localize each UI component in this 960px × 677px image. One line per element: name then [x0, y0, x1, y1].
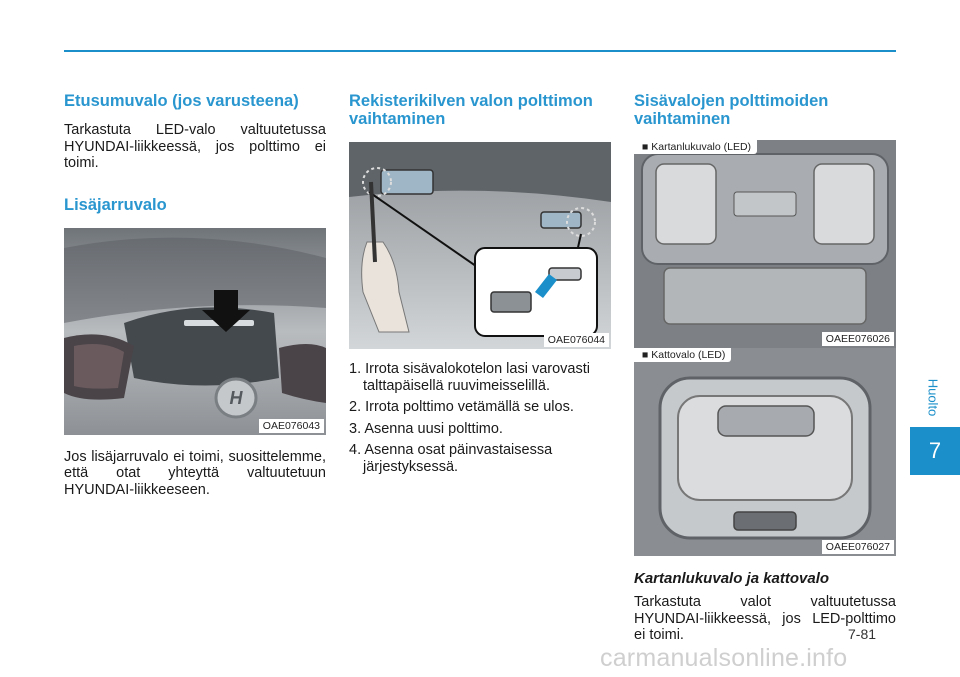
chapter-name: Huolto — [925, 378, 941, 417]
figure-tag: ■ Kartanlukuvalo (LED) — [634, 140, 757, 154]
column-1 — [64, 92, 326, 498]
column-2 — [349, 92, 611, 480]
figure-brake-light — [64, 228, 326, 435]
chapter-tab-label — [918, 376, 948, 426]
rear-car-illustration — [64, 228, 326, 435]
step-4: 4. Asenna osat päinvastaisessa järjestyksessä. — [349, 442, 553, 475]
figure-license-plate-bulb — [349, 142, 611, 349]
figure-room-lamp — [634, 348, 896, 556]
license-light-illustration — [349, 142, 611, 349]
room-lamp-illustration — [634, 348, 896, 556]
header-rule — [64, 50, 896, 52]
page-number: 7-81 — [848, 626, 877, 642]
figure-code: OAE076044 — [544, 333, 609, 347]
figure-code: OAEE076027 — [822, 540, 894, 554]
svg-text:H: H — [229, 387, 243, 408]
figure-code: OAEE076026 — [822, 332, 894, 346]
figure-code: OAE076043 — [259, 419, 324, 433]
paragraph-brake-light: Jos lisäjarruvalo ei toimi, suosittelemme, että otat yhteyttä valtuutetuun HYUNDAI-liikkeeseen. — [64, 448, 326, 498]
chapter-number-box: 7 — [910, 427, 960, 475]
map-lamp-illustration — [634, 140, 896, 348]
column-3 — [634, 92, 896, 644]
steps-list — [349, 361, 611, 475]
step-2: 2. Irrota polttimo vetämällä se ulos. — [349, 399, 574, 415]
paragraph-front-fog: Tarkastuta LED-valo valtuutetussa HYUNDAI-liikkeessä, jos polttimo ei toimi. — [64, 122, 326, 171]
step-1: 1. Irrota sisävalokotelon lasi varovasti talttapäisellä ruuvimeisselillä. — [349, 361, 590, 394]
figure-map-lamp — [634, 140, 896, 348]
heading-license-plate-bulb: Rekisterikilven valon polttimon vaihtaminen — [349, 92, 593, 128]
heading-interior-lights: Sisävalojen polttimoiden vaihtaminen — [634, 92, 829, 128]
step-3: 3. Asenna uusi polttimo. — [349, 420, 503, 437]
heading-brake-light: Lisäjarruvalo — [64, 195, 167, 214]
paragraph-lamps: Tarkastuta valot valtuutetussa HYUNDAI-liikkeessä, jos LED-polttimo ei toimi. — [634, 594, 896, 643]
figure-tag: ■ Kattovalo (LED) — [634, 348, 731, 362]
heading-front-fog: Etusumuvalo (jos varusteena) — [64, 92, 299, 110]
watermark: carmanualsonline.info — [600, 644, 848, 672]
subheading-lamps: Kartanlukuvalo ja kattovalo — [634, 570, 830, 587]
